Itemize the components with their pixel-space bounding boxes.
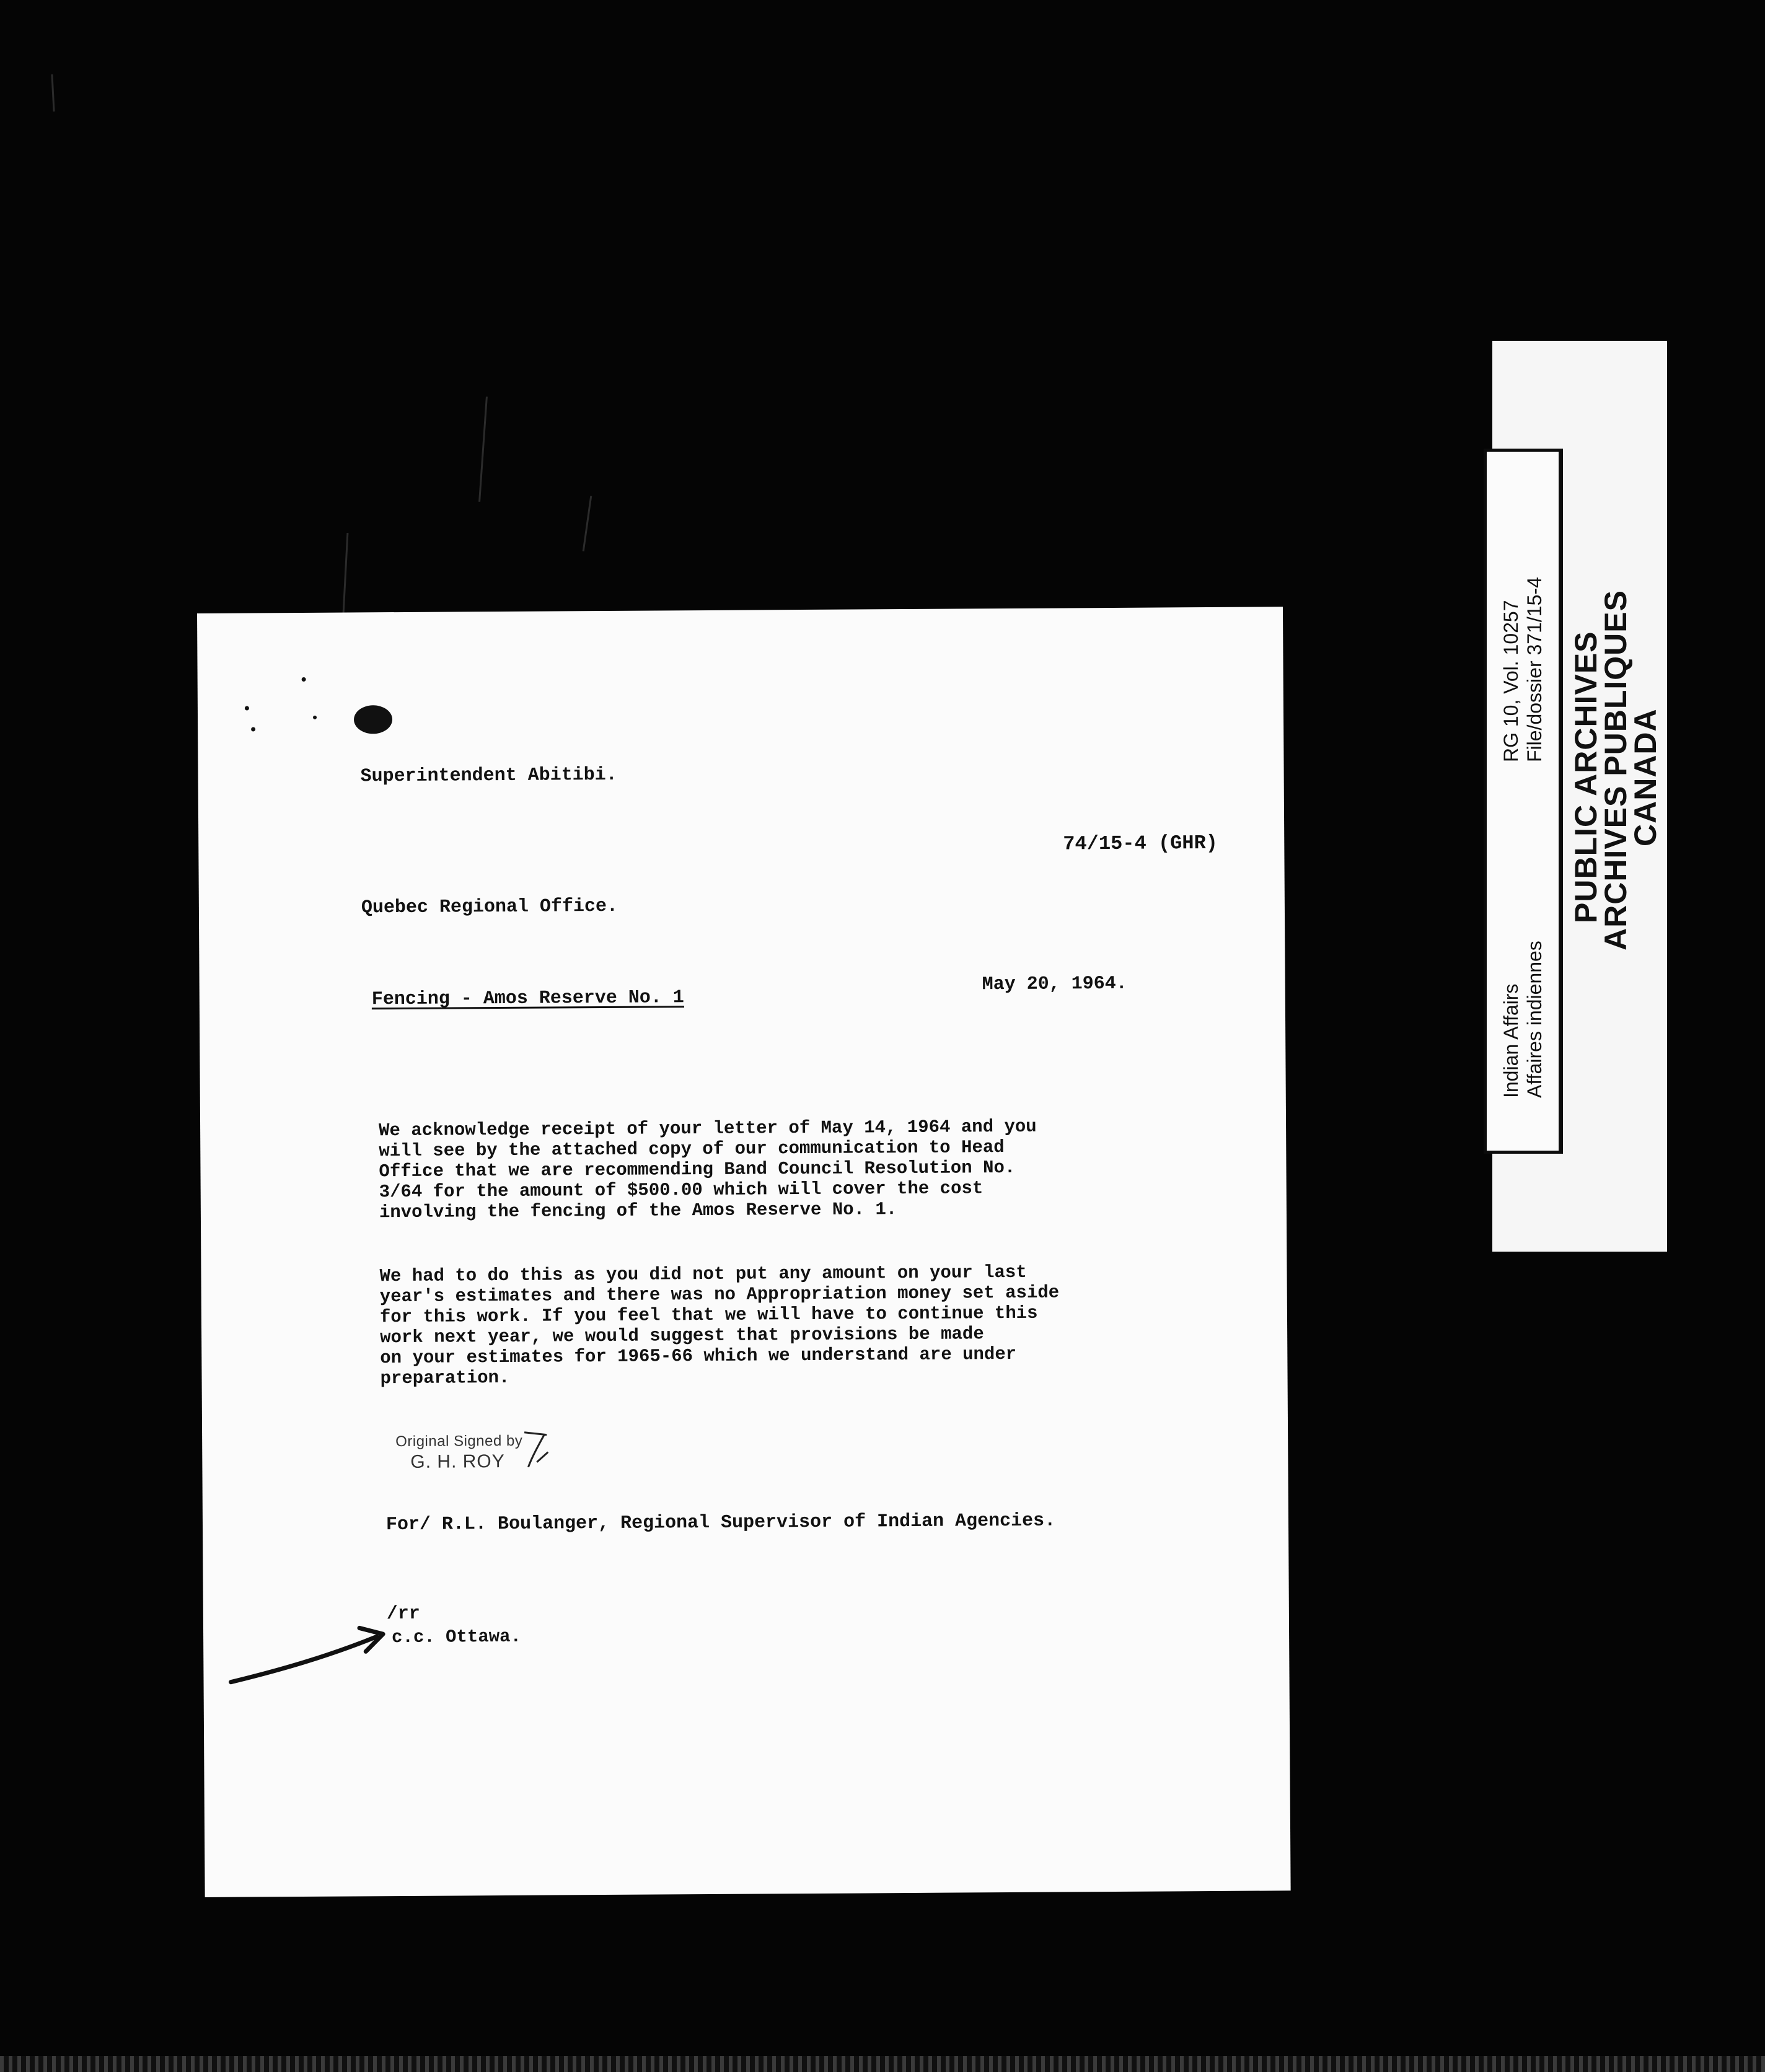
body-paragraph-2: We had to do this as you did not put any amount on your last year's estimates and there was no Appropriation money set aside for this work. If you feel that we will have to continue this work next year, we would suggest that provisions be made on your estimates for 1965-66 which we understand are under preparation. (379, 1262, 1060, 1389)
ink-speck (302, 677, 306, 682)
stamp-label: Original Signed by (395, 1432, 523, 1451)
signature-flourish (519, 1427, 557, 1470)
archive-country: CANADA (1628, 708, 1663, 846)
recipient: Quebec Regional Office. (361, 895, 618, 919)
letter-sheet (197, 607, 1291, 1897)
ink-speck (251, 727, 255, 731)
department-en: Indian Affairs (1500, 983, 1522, 1098)
signature-stamp (395, 1433, 523, 1473)
arrow-icon (228, 1619, 390, 1688)
body-paragraph-1: We acknowledge receipt of your letter of May 14, 1964 and you will see by the attached copy of our communication to Head Office that we are recommending Band Council Resolution No. 3/64 for the amount of $500.00 which will cover the cost involving the fencing of the Amos Reserve No. 1. (379, 1116, 1037, 1223)
file-reference: 74/15-4 (GHR) (1063, 831, 1218, 856)
archive-name-fr: ARCHIVES PUBLIQUES (1598, 590, 1633, 950)
stamp-name: G. H. ROY (410, 1451, 505, 1472)
film-edge (0, 2056, 1765, 2072)
typist-initials: /rr (386, 1603, 420, 1625)
ink-speck (245, 706, 249, 710)
ink-speck (313, 716, 317, 719)
sender: Superintendent Abitibi. (360, 764, 617, 788)
subject-line: Fencing - Amos Reserve No. 1 (371, 987, 685, 1011)
file-number: File/dossier 371/15-4 (1523, 577, 1546, 762)
department-fr: Affaires indiennes (1523, 941, 1546, 1098)
ink-blot (354, 705, 392, 734)
carbon-copy: c.c. Ottawa. (392, 1626, 522, 1648)
archive-name-en: PUBLIC ARCHIVES (1569, 631, 1603, 923)
letter-date: May 20, 1964. (982, 973, 1127, 996)
record-group: RG 10, Vol. 10257 (1500, 600, 1522, 762)
signature-block: For/ R.L. Boulanger, Regional Supervisor of Indian Agencies. (385, 1510, 1056, 1536)
